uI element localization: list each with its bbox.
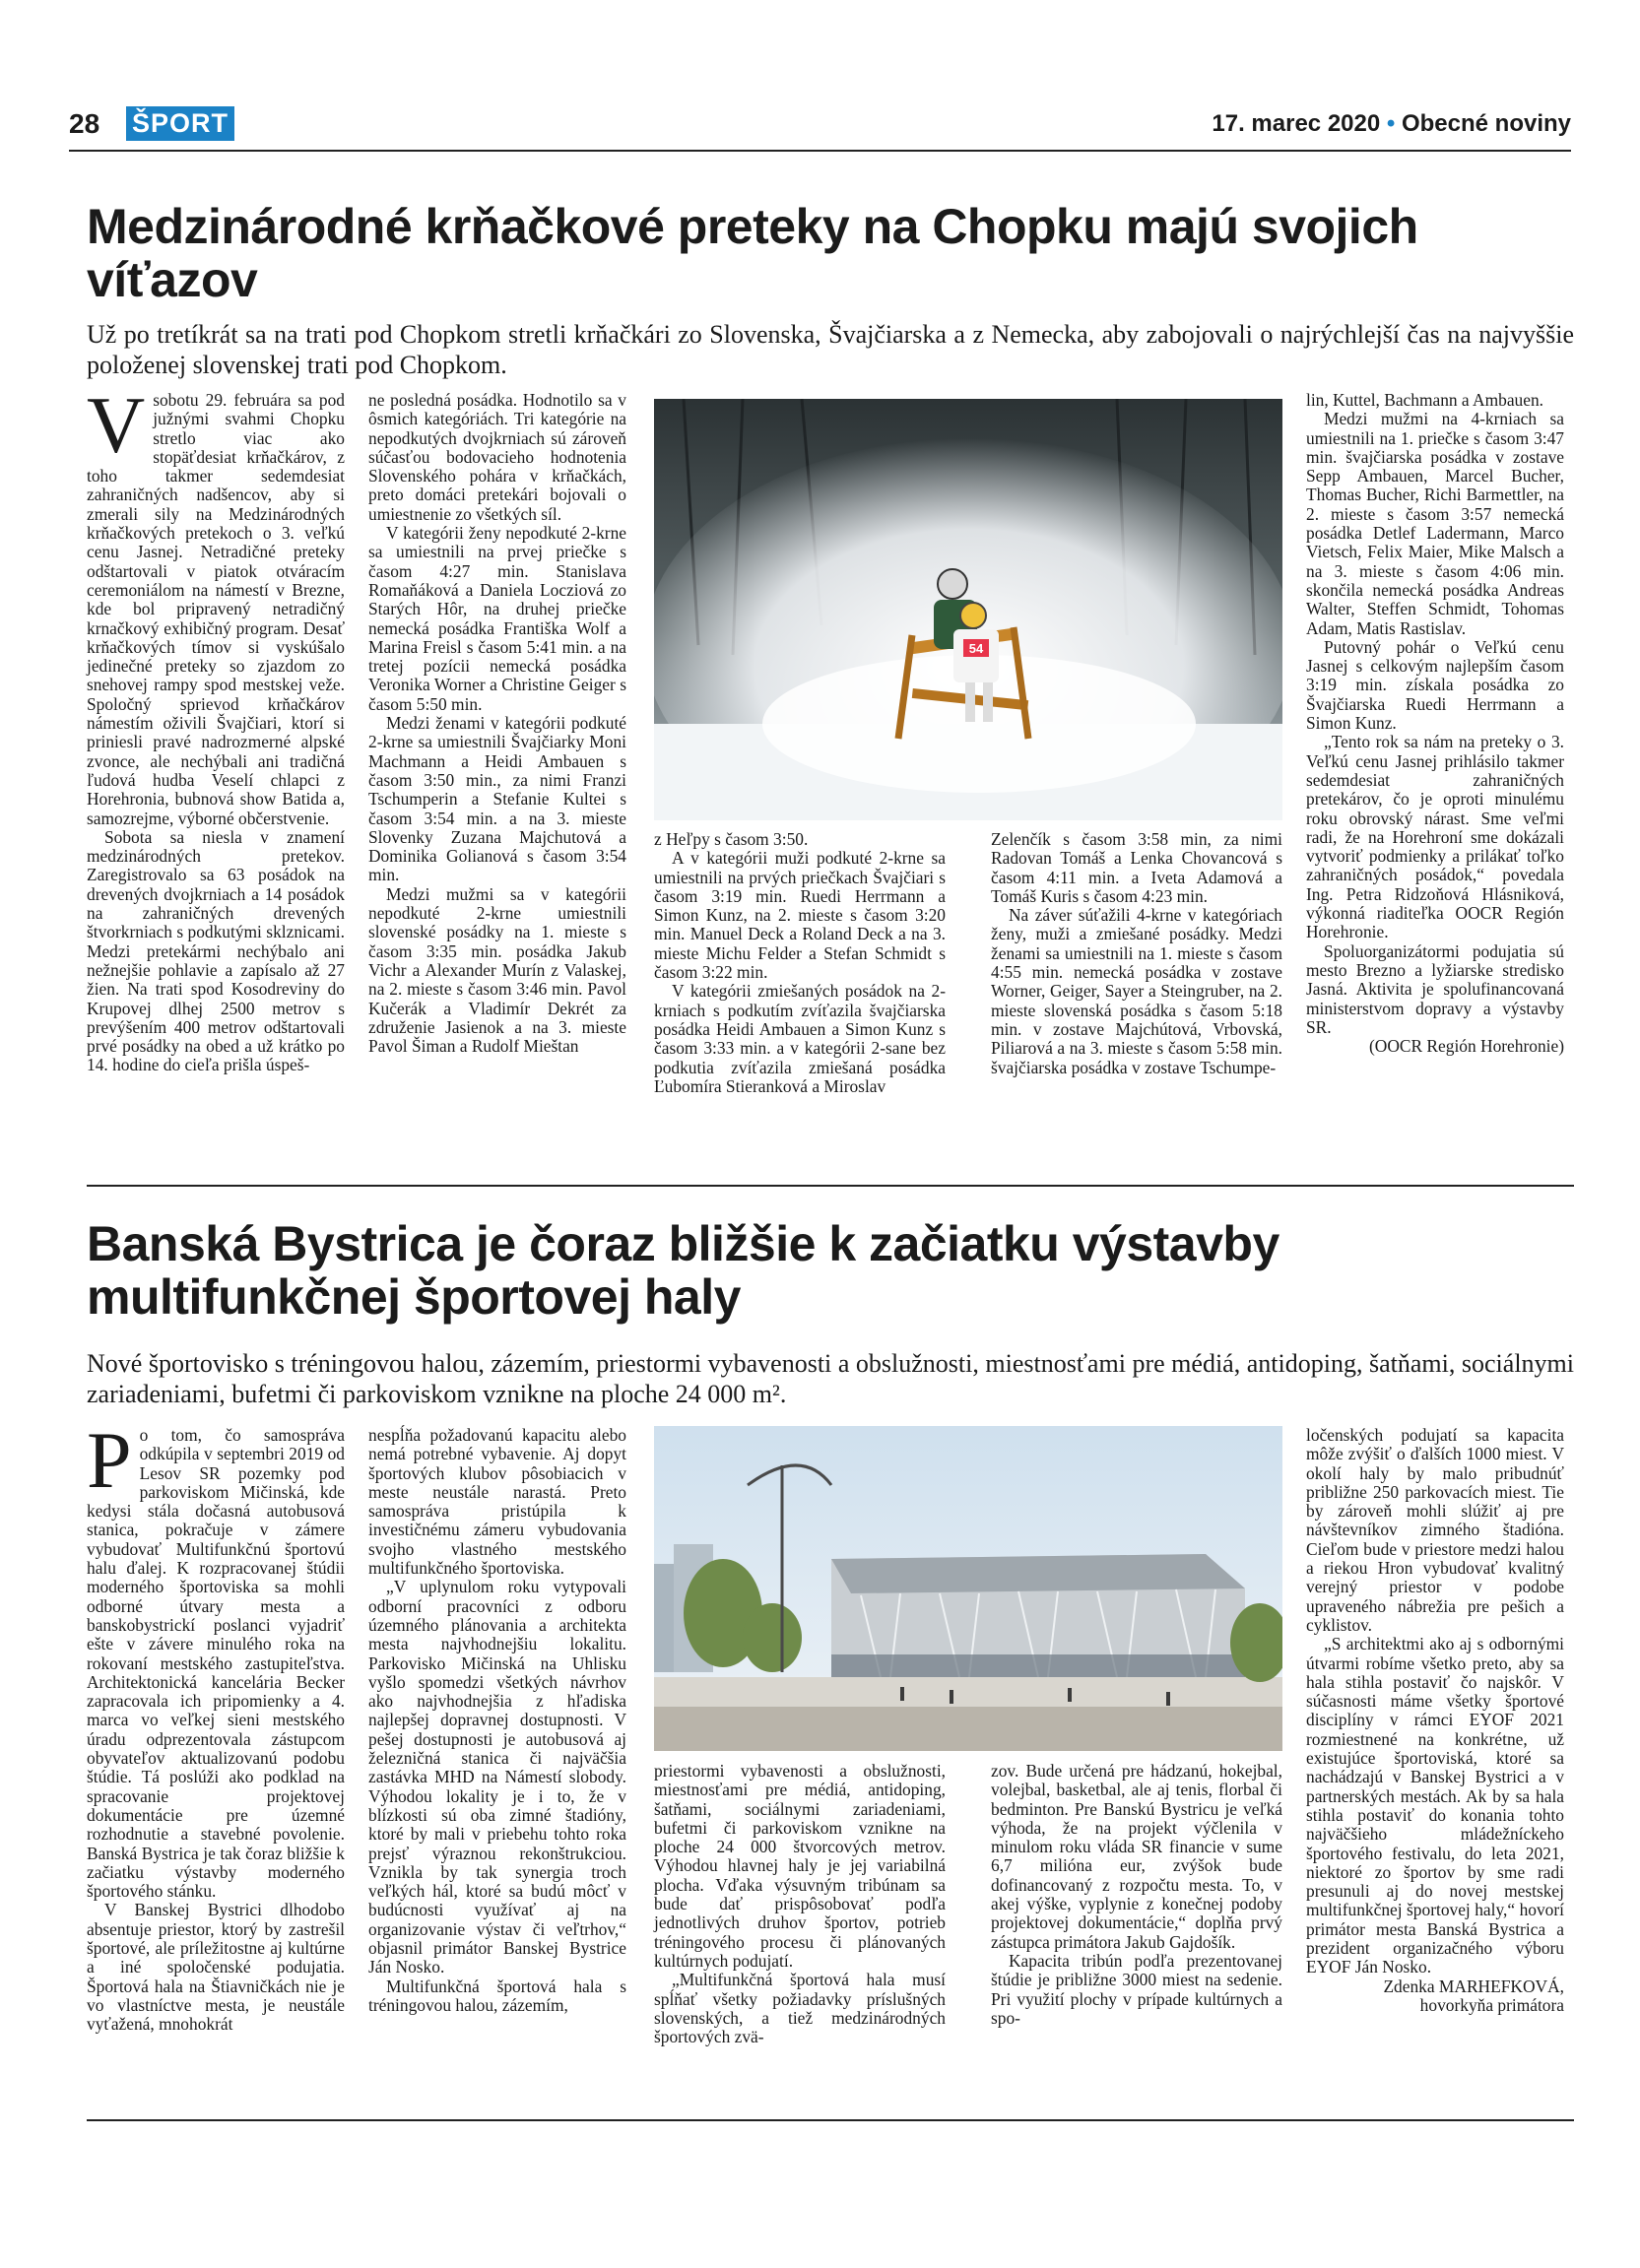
article2-column-2 — [368, 1426, 626, 2015]
article1-paragraph: Medzi ženami v kategórii podkuté 2-krne sa umiestnili Švajčiarky Moni Machmann a Heidi Ambauen s časom 3:50 min., za nimi Franzi Tschumperin a Stefanie Kultei s časom 3:54 min. a na 3. mieste Slovenky Zuzana Majchutová a Dominika Golianová s časom 3:54 min. — [368, 713, 626, 885]
article1-column-1 — [87, 380, 345, 1075]
section-label: ŠPORT — [126, 106, 234, 141]
article1-dropcap: V — [87, 380, 146, 470]
article1-paragraph: lin, Kuttel, Bachmann a Ambauen. — [1306, 390, 1543, 410]
dateline — [1212, 110, 1571, 138]
article1-paragraph: Medzi mužmi sa v kategórii nepodkuté 2-krne umiestnili slovenské posádky na 1. mieste s časom 3:35 min. posádka Jakub Vichr a Alexander Murín z Valaskej, na 2. mieste s časom 3:46 min. Pavol Kučerák a Vladimír Dekrét za združenie Jasienok a na 3. mieste Pavol Šiman a Rudolf Mieštan — [368, 883, 626, 1057]
article2-column-5 — [1306, 1426, 1564, 2015]
article2-column-4 — [991, 1762, 1282, 2028]
article1-paragraph: Putovný pohár o Veľkú cenu Jasnej s celkovým najlepším časom 3:19 min. získala posádka zo Švajčiarska Ruedi Herrmann a Simon Kunz. — [1306, 636, 1564, 734]
article1-paragraph: V kategórii zmiešaných posádok na 2-krniach s podkutím zvíťazila švajčiarska posádka Heidi Ambauen a Simon Kunz s časom 3:33 min. a v kategórii 2-sane bez podkutia zvíťazila zmiešaná posádka Ľubomíra Stieranková a Miroslav — [654, 981, 946, 1096]
article2-signature-role: hovorkyňa primátora — [1419, 1994, 1564, 2015]
article2-photo — [654, 1426, 1282, 1751]
article2-paragraph: V Banskej Bystrici dlhodobo absentuje priestor, ktorý by zastrešil športové, ale príležitostne aj kultúrne a iné spoločenské podujatia. Športová hala na Štiavničkách nie je vo vlastníctve mesta, je neustále vyťažená, mnohokrát — [87, 1900, 345, 2035]
article1-column-2 — [368, 391, 626, 1056]
article2-paragraph: „V uplynulom roku vytypovali odborní pracovníci z odboru územného plánovania a architekta mesta najvhodnejšiu lokalitu. Parkovisko Mičinská na Uhlisku vyšlo spomedzi všetkých návrhov ako najvhodnejšia z hľadiska najlepšej dopravnej dostupnosti. V pešej dostupnosti je autobusová aj železničná stanica či najväčšia zastávka MHD na Námestí slobody. Výhodou lokality je i to, že v blízkosti sú oba zimné štadióny, ktoré by mali v priebehu tohto roka prejsť výraznou rekonštrukciou. Vznikla by tak synergia troch veľkých hál, ktoré sa budú môcť v budúcnosti využívať aj na organizovanie výstav či veľtrhov,“ objasnil primátor Banskej Bystrice Ján Nosko. — [368, 1577, 626, 1977]
article1-paragraph: Na záver súťažili 4-krne v kategóriach ženy, muži a zmiešané posádky. Medzi ženami sa umiestnili na 1. mieste s časom 4:55 min. nemecká posádka v zostave Worner, Geiger, Sayer a Steingruber, na 2. mieste slovenská posádka s časom 5:18 min. v zostave Majchútová, Vrbovská, Piliarová a na 3. mieste s časom 5:58 min. švajčiarska posádka v zostave Tschumpe- — [991, 905, 1282, 1077]
dateline-separator: • — [1386, 110, 1396, 137]
header-rule — [69, 150, 1571, 152]
article1-paragraph: Spoluorganizátormi podujatia sú mesto Brezno a lyžiarske stredisko Jasná. Aktivita je spolufinancovaná ministerstvom dopravy a výstavby SR. — [1306, 940, 1564, 1037]
article-separator-rule — [87, 1185, 1574, 1187]
article2-column-1 — [87, 1415, 345, 2035]
article1-column-3 — [654, 830, 946, 1096]
page-header — [69, 106, 1571, 148]
article2-paragraph: Multifunkčná športová hala s tréningovou halou, zázemím, — [368, 1976, 626, 2015]
article2-paragraph: zov. Bude určená pre hádzanú, hokejbal, volejbal, basketbal, ale aj tenis, florbal či bedminton. Pre Banskú Bystricu je veľká výhoda, že na projekt výčlenila v minulom roku vláda SR financie v sume 6,7 milióna eur, zvýšok bude dofinancovaný z rozpočtu mesta. To, v akej výške, vyplynie z konečnej podoby projektovej dokumentácie,“ doplňa prvý zástupca primátora Jakub Gajdošík. — [991, 1761, 1282, 1952]
article2-paragraph: „Multifunkčná športová hala musí spĺňať všetky požiadavky príslušných slovenských, a tiež medzinárodných športových zvä- — [654, 1970, 946, 2047]
article1-paragraph: Zelenčík s časom 3:58 min, za nimi Radovan Tomáš a Lenka Chovancová s časom 4:11 min. a Iveta Adamová a Tomáš Kuris s časom 4:23 min. — [991, 829, 1282, 906]
article2-headline: Banská Bystrica je čoraz bližšie k začiatku výstavby multifunkčnej športovej haly — [87, 1216, 1279, 1325]
article2-dropcap: P — [87, 1415, 132, 1505]
article2-paragraph: o tom, čo samospráva odkúpila v septembri 2019 od Lesov SR pozemky pod parkoviskom Mičinská, kde kedysi stála dočasná autobusová stanica, pokračuje v zámere vybudovať Multifunkčnú športovú halu ďalej. K rozpracovanej štúdii moderného športoviska sa mohli odborné útvary mesta a banskobystrickí poslanci vyjadriť ešte v závere minulého roka na rokovaní mestského zastupiteľstva. Architektonická kancelária Becker zapracovala ich pripomienky a 4. marca vo veľkej sieni mestského úradu odprezentovala zástupcom obyvateľov aktualizovanú podobu štúdie. Tá poslúži ako podklad na spracovanie projektovej dokumentácie pre územné rozhodnutie a stavebné povolenie. Banská Bystrica je tak čoraz bližšie k začiatku výstavby moderného športového stánku. — [87, 1425, 345, 1902]
sled-race-image — [654, 399, 1282, 820]
article1-headline: Medzinárodné krňačkové preteky na Chopku majú svojich víťazov — [87, 199, 1418, 307]
article2-paragraph: ločenských podujatí sa kapacita môže zvýšiť o ďalších 1000 miest. V okolí haly by malo pribudnúť približne 250 parkovacích miest. Tie by zároveň mohli slúžiť aj pre návštevníkov zimného štadióna. Cieľom bude v priestore medzi halou a riekou Hron vybudovať kvalitný verejný priestor v podobe upraveného nábrežia pre pešich a cyklistov. — [1306, 1425, 1564, 1635]
issue-date: 17. marec 2020 — [1212, 110, 1381, 137]
article2-column-3 — [654, 1762, 946, 2046]
article2-paragraph: nespĺňa požadovanú kapacitu alebo nemá potrebné vybavenie. Aj dopyt športových klubov pôsobiacich v meste neustále narastá. Preto samospráva pristúpila k investičnému zámeru vybudovania svojho vlastného mestského multifunkčného športoviska. — [368, 1425, 626, 1579]
article1-credit: (OOCR Región Horehronie) — [1368, 1036, 1564, 1057]
sports-hall-image — [654, 1426, 1282, 1751]
article1-paragraph: A v kategórii muži podkuté 2-krne sa umiestnili na prvých priečkach Švajčiari s časom 3:19 min. Ruedi Herrmann a Simon Kunz, na 2. mieste s časom 3:20 min. Manuel Deck a Roland Deck a na 3. mieste Michu Felder a Stefan Schmidt s časom 3:22 min. — [654, 848, 946, 983]
article1-deck: Už po tretíkrát sa na trati pod Chopkom stretli krňačkári zo Slovenska, Švajčiarska a z Nemecka, aby zabojovali o najrýchlejší čas na najvyššie položenej slovenskej trati pod Chopkom. — [87, 320, 1574, 379]
article2-paragraph: „S architektmi ako aj s odbornými útvarmi robíme všetko preto, aby sa hala stihla postaviť čo najskôr. V súčasnosti máme všetky športové disciplíny v rámci EYOF 2021 rozmiestnené na konkrétne, už existujúce športoviská, ktoré sa nachádzajú v Banskej Bystrici a v partnerských mestách. Ak by sa hala stihla postaviť do konania tohto najväčšieho mládežníckeho športového festivalu, do leta 2021, niektoré zo športov by sme radi presunuli aj do novej mestskej multifunkčnej športovej haly,“ hovorí primátor mesta Banská Bystrica a prezident organizačného výboru EYOF Ján Nosko. — [1306, 1634, 1564, 1977]
article1-paragraph: z Heľpy s časom 3:50. — [654, 829, 809, 849]
article2-signature-name: Zdenka MARHEFKOVÁ, — [1383, 1976, 1564, 1996]
article1-column-5 — [1306, 391, 1564, 1056]
article1-paragraph: „Tento rok sa nám na preteky o 3. Veľkú cenu Jasnej prihlásilo takmer sedemdesiat zahraničných pretekárov, čo je oproti minulému roku obrovský nárast. Sme veľmi radi, že na Horehroní sme dokázali vytvoriť podmienky a prilákať toľko zahraničných posádok,“ povedala Ing. Petra Ridzoňová Hlásniková, výkonná riaditeľka OOCR Región Horehronie. — [1306, 732, 1564, 942]
footer-rule — [87, 2119, 1574, 2121]
article1-column-4 — [991, 830, 1282, 1077]
article2-deck: Nové športovisko s tréningovou halou, zázemím, priestormi vybavenosti a obslužnosti, miestnosťami pre médiá, antidoping, šatňami, sociálnymi zariadeniami, bufetmi či parkoviskom vznikne na ploche 24 000 m². — [87, 1349, 1574, 1408]
publication-name: Obecné noviny — [1401, 110, 1571, 137]
article1-paragraph: Medzi mužmi na 4-krniach sa umiestnili na 1. priečke s časom 3:47 min. švajčiarska posádka v zostave Sepp Ambauen, Marcel Bucher, Thomas Bucher, Richi Barmettler, na 2. mieste s časom 3:57 nemecká posádka Detlef Ladermann, Marco Vietsch, Felix Maier, Mike Malsch a na 3. mieste s časom 4:06 min. skončila nemecká posádka Andreas Walter, Steffen Schmidt, Tohomas Adam, Matis Rastislav. — [1306, 409, 1564, 638]
article2-paragraph: Kapacita tribún podľa prezentovanej štúdie je približne 3000 miest na sedenie. Pri využití plochy v prípade kultúrnych a spo- — [991, 1950, 1282, 2028]
article1-paragraph: Sobota sa niesla v znamení medzinárodných pretekov. Zaregistrovalo sa 63 posádok na drevených dvojkrniach a 14 posádok na zahraničných drevených štvorkrniach s podkutými sklznicami. Medzi pretekármi nechýbalo ani nežnejšie pohlavie a zapísalo až 27 žien. Na trati spod Kosodreviny do Krupovej dlhej 2500 metrov s prevýšením 400 metrov odštartovali prvé posádky na obed a už krátko po 14. hodine do cieľa prišla úspeš- — [87, 826, 345, 1075]
article1-photo — [654, 399, 1282, 820]
article2-paragraph: priestormi vybavenosti a obslužnosti, miestnosťami pre médiá, antidoping, šatňami, sociálnymi zariadeniami, bufetmi či parkoviskom vznikne na ploche 24 000 štvorcových metrov. Výhodou hlavnej haly je jej variabilná plocha. Vďaka výsuvným tribúnam sa bude dať prispôsobovať podľa jednotlivých druhov športov, potrieb tréningového procesu či plánovaných kultúrnych podujatí. — [654, 1761, 946, 1971]
article1-paragraph: ne posledná posádka. Hodnotilo sa v ôsmich kategóriách. Tri kategórie na nepodkutých dvojkrniach sú zároveň súčasťou bodovacieho hodnotenia Slovenského pohára v krňačkách, preto domáci pretekári bojovali o umiestnenie zo všetkých síl. — [368, 390, 626, 524]
article1-paragraph: V kategórii ženy nepodkuté 2-krne sa umiestnili na prvej priečke s časom 4:27 min. Stanislava Romaňáková a Daniela Locziová zo Starých Hôr, na druhej priečke nemecká posádka Františka Wolf a Marina Freisl s časom 5:41 min. a na tretej pozícii nemecká posádka Veronika Worner a Christine Geiger s časom 5:50 min. — [368, 523, 626, 714]
article1-paragraph: sobotu 29. februára sa pod južnými svahmi Chopku stretlo viac ako stopäťdesiat krňačkárov, z toho takmer sedemdesiat zahraničných nadšencov, aby si zmerali sily na Medzinárodných krňačkových pretekoch o 3. veľkú cenu Jasnej. Netradičné preteky odštartovali v piatok otváracím ceremoniálom na námestí v Brezne, kde bol pripravený netradičný krnačkový exhibičný program. Desať krňačkových tímov si vyskúšalo jedinečné preteky so zjazdom zo snehovej rampy spod mestskej veže. Spoločný sprievod krňačkárov námestím oživili Švajčiari, ktorí si priniesli pravé nadrozmerné alpské zvonce, ale nechýbali ani tradičná ľudová hudba Veselí chlapci z Horehronia, bubnová show Batida a, samozrejme, výborné občerstvenie. — [87, 390, 345, 828]
page-number: 28 — [69, 108, 100, 139]
svg-text:54: 54 — [968, 641, 984, 656]
